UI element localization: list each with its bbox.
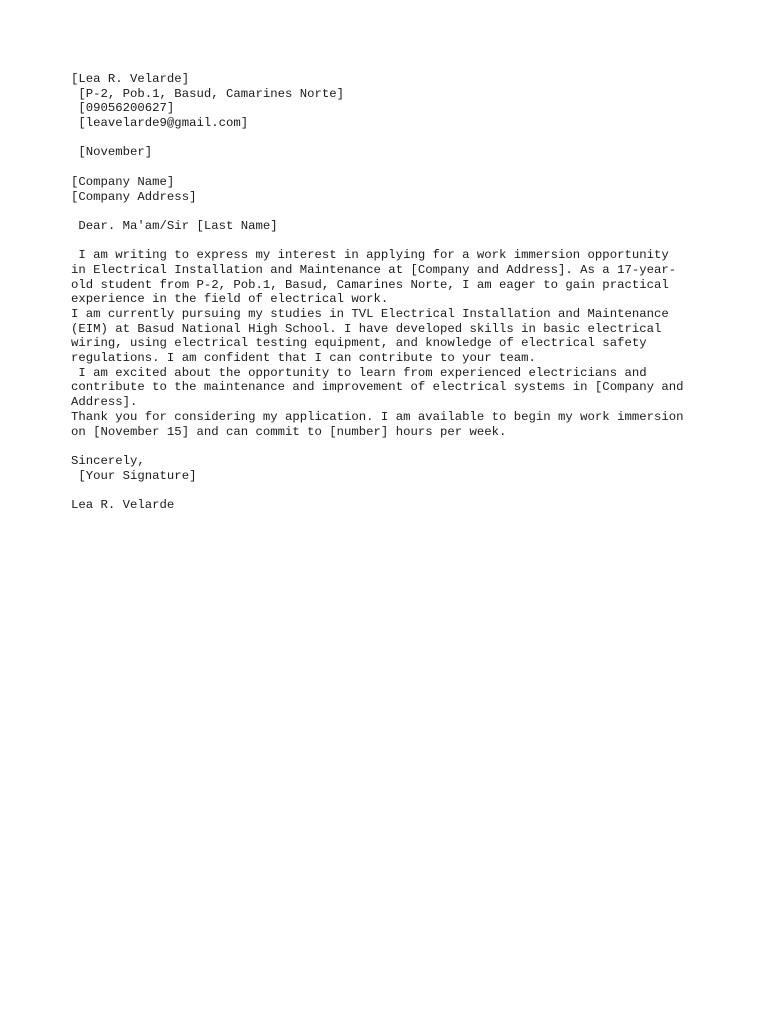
spacer — [71, 234, 711, 249]
spacer — [71, 131, 711, 146]
spacer — [71, 160, 711, 175]
recipient-company-name: [Company Name] — [71, 174, 175, 189]
body-line: on [November 15] and can commit to [number] hours per week. — [71, 424, 507, 439]
spacer — [71, 204, 711, 219]
closing: Sincerely, — [71, 453, 145, 468]
letter-date: [November] — [71, 145, 153, 160]
body-line: in Electrical Installation and Maintenance at [Company and Address]. As a 17-year- — [71, 262, 677, 277]
body-line: contribute to the maintenance and improvement of electrical systems in [Company and — [71, 380, 684, 395]
body-line: I am currently pursuing my studies in TVL Electrical Installation and Maintenance — [71, 307, 669, 321]
signature-placeholder: [Your Signature] — [71, 468, 197, 483]
body-line: (EIM) at Basud National High School. I have developed skills in basic electrical — [71, 321, 662, 336]
cover-letter — [71, 72, 711, 513]
body-line: experience in the field of electrical work. — [71, 292, 389, 307]
body-line: I am writing to express my interest in applying for a work immersion opportunity — [71, 248, 669, 263]
sender-address: [P-2, Pob.1, Basud, Camarines Norte] — [71, 86, 345, 101]
body-line: old student from P-2, Pob.1, Basud, Camarines Norte, I am eager to gain practical — [71, 277, 669, 292]
body-line: wiring, using electrical testing equipment, and knowledge of electrical safety — [71, 336, 647, 351]
sender-name: [Lea R. Velarde] — [71, 72, 190, 86]
sender-block — [71, 72, 711, 131]
body-line: Thank you for considering my application. I am available to begin my work immersion — [71, 409, 684, 424]
spacer — [71, 483, 711, 498]
body-line: I am excited about the opportunity to learn from experienced electricians and — [71, 365, 647, 380]
salutation: Dear. Ma'am/Sir [Last Name] — [71, 218, 278, 233]
letter-body — [71, 248, 711, 439]
sender-email: [leavelarde9@gmail.com] — [71, 116, 249, 131]
recipient-company-address: [Company Address] — [71, 189, 197, 204]
recipient-block — [71, 175, 711, 204]
body-line: Address]. — [71, 395, 138, 410]
spacer — [71, 439, 711, 454]
sender-phone: [09056200627] — [71, 101, 175, 116]
body-line: regulations. I am confident that I can contribute to your team. — [71, 351, 536, 366]
signer-name: Lea R. Velarde — [71, 497, 175, 512]
